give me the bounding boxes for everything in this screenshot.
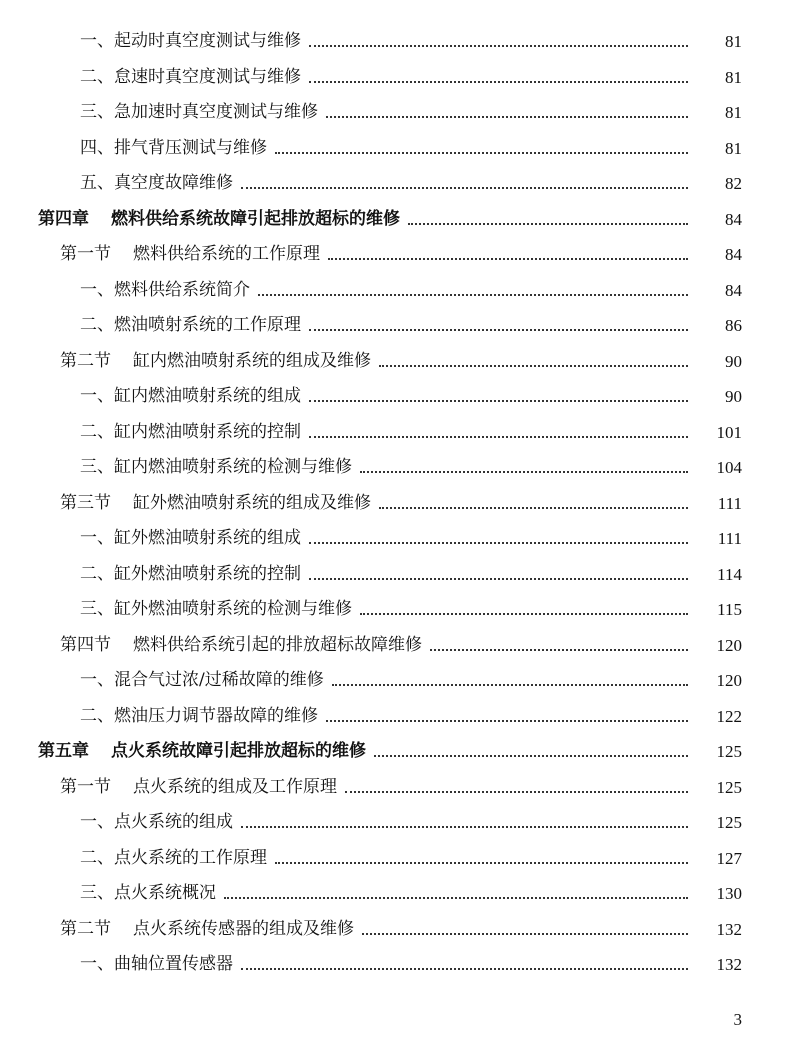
- toc-entry-title: 点火系统概况: [114, 883, 216, 904]
- toc-entry-label: [80, 421, 301, 442]
- toc-entry-title: 点火系统的组成: [114, 812, 233, 833]
- toc-entry-title: 缸外燃油喷射系统的组成及维修: [133, 492, 371, 513]
- toc-entry-number: 一、: [80, 528, 114, 549]
- toc-entry-number: 一、: [80, 954, 114, 975]
- dot-leader: [309, 80, 688, 83]
- page-number: 3: [733, 1010, 742, 1029]
- toc-entry-number: 第五章: [38, 741, 89, 762]
- toc-entry-page: 82: [725, 174, 742, 194]
- toc-entry-title: 怠速时真空度测试与维修: [114, 66, 301, 87]
- toc-entry-page: 120: [716, 635, 742, 655]
- toc-entry-page: 90: [725, 387, 742, 407]
- toc-entry-title: 排气背压测试与维修: [114, 137, 267, 158]
- toc-section-entry[interactable]: [0, 237, 790, 273]
- toc-entry-title: 起动时真空度测试与维修: [114, 31, 301, 52]
- toc-entry-title: 燃料供给系统的工作原理: [133, 244, 320, 265]
- toc-entry-number: 二、: [80, 66, 114, 87]
- toc-entry-title: 曲轴位置传感器: [114, 954, 233, 975]
- toc-subsection-entry[interactable]: [0, 699, 790, 735]
- dot-leader: [309, 435, 688, 438]
- toc-entry-page: 120: [716, 671, 742, 691]
- toc-chapter-entry[interactable]: [0, 202, 790, 238]
- toc-entry-page: 84: [725, 280, 742, 300]
- toc-subsection-entry[interactable]: [0, 450, 790, 486]
- toc-entry-label: [80, 847, 267, 868]
- toc-entry-number: 三、: [80, 599, 114, 620]
- toc-section-entry[interactable]: [0, 912, 790, 948]
- toc-entry-number: 一、: [80, 386, 114, 407]
- toc-entry-number: 第四节: [60, 634, 111, 655]
- toc-subsection-entry[interactable]: [0, 805, 790, 841]
- toc-entry-page: 132: [716, 919, 742, 939]
- toc-entry-label: [80, 601, 352, 618]
- toc-entry-page: 114: [717, 564, 742, 584]
- toc-entry-title: 燃料供给系统故障引起排放超标的维修: [111, 208, 400, 229]
- toc-entry-number: 第二节: [60, 350, 111, 371]
- toc-entry-title: 缸内燃油喷射系统的组成及维修: [133, 350, 371, 371]
- dot-leader: [326, 719, 688, 722]
- toc-subsection-entry[interactable]: [0, 379, 790, 415]
- toc-subsection-entry[interactable]: [0, 131, 790, 167]
- toc-subsection-entry[interactable]: [0, 24, 790, 60]
- dot-leader: [360, 612, 688, 615]
- toc-subsection-entry[interactable]: [0, 60, 790, 96]
- toc-entry-page: 111: [717, 493, 742, 513]
- toc-entry-number: 第一节: [60, 244, 111, 265]
- toc-entry-page: 81: [725, 32, 742, 52]
- toc-entry-title: 缸内燃油喷射系统的检测与维修: [114, 457, 352, 478]
- toc-entry-label: [80, 33, 301, 50]
- toc-entry-label: [60, 246, 320, 263]
- toc-entry-label: [80, 279, 250, 300]
- toc-entry-page: 127: [716, 848, 742, 868]
- toc-entry-page: 101: [716, 422, 742, 442]
- toc-entry-number: 三、: [80, 883, 114, 904]
- toc-entry-title: 真空度故障维修: [114, 173, 233, 194]
- toc-subsection-entry[interactable]: [0, 273, 790, 309]
- toc-entry-label: [60, 776, 337, 797]
- toc-entry-page: 90: [725, 351, 742, 371]
- toc-section-entry[interactable]: [0, 486, 790, 522]
- toc-entry-number: 三、: [80, 102, 114, 123]
- toc-entry-title: 燃油压力调节器故障的维修: [114, 705, 318, 726]
- toc-entry-number: 一、: [80, 812, 114, 833]
- toc-entry-label: [80, 814, 233, 831]
- toc-entry-title: 点火系统的工作原理: [114, 847, 267, 868]
- dot-leader: [362, 932, 688, 935]
- toc-entry-number: 二、: [80, 315, 114, 336]
- toc-entry-title: 点火系统的组成及工作原理: [133, 776, 337, 797]
- toc-entry-label: [80, 885, 216, 902]
- toc-entry-title: 点火系统传感器的组成及维修: [133, 918, 354, 939]
- toc-entry-label: [80, 459, 352, 476]
- toc-entry-title: 缸外燃油喷射系统的控制: [114, 563, 301, 584]
- toc-entry-label: [80, 563, 301, 584]
- toc-subsection-entry[interactable]: [0, 308, 790, 344]
- toc-subsection-entry[interactable]: [0, 841, 790, 877]
- toc-entry-label: [60, 918, 354, 939]
- toc-entry-title: 燃料供给系统引起的排放超标故障维修: [133, 634, 422, 655]
- toc-section-entry[interactable]: [0, 344, 790, 380]
- dot-leader: [408, 222, 688, 225]
- toc-entry-title: 燃油喷射系统的工作原理: [114, 315, 301, 336]
- toc-entry-number: 第四章: [38, 208, 89, 229]
- toc-entry-label: [60, 492, 371, 513]
- toc-subsection-entry[interactable]: [0, 663, 790, 699]
- toc-entry-label: [38, 743, 366, 760]
- dot-leader: [379, 364, 688, 367]
- toc-entry-number: 一、: [80, 31, 114, 52]
- toc-entry-label: [80, 530, 301, 547]
- toc-entry-page: 104: [716, 458, 742, 478]
- toc-entry-label: [80, 104, 318, 121]
- toc-section-entry[interactable]: [0, 628, 790, 664]
- toc-entry-title: 急加速时真空度测试与维修: [114, 102, 318, 123]
- toc-entry-page: 130: [716, 884, 742, 904]
- toc-section-entry[interactable]: [0, 770, 790, 806]
- toc-entry-title: 缸外燃油喷射系统的组成: [114, 528, 301, 549]
- toc-entry-label: [80, 956, 233, 973]
- dot-leader: [241, 967, 688, 970]
- toc-entry-label: [38, 208, 400, 229]
- dot-leader: [328, 257, 688, 260]
- toc-entry-page: 125: [716, 777, 742, 797]
- toc-entry-number: 五、: [80, 173, 114, 194]
- toc-entry-page: 115: [717, 600, 742, 620]
- dot-leader: [430, 648, 688, 651]
- toc-entry-number: 第一节: [60, 776, 111, 797]
- toc-entry-number: 第三节: [60, 492, 111, 513]
- table-of-contents: [0, 24, 790, 983]
- toc-entry-page: 81: [725, 138, 742, 158]
- dot-leader: [275, 151, 688, 154]
- toc-entry-label: [80, 66, 301, 87]
- dot-leader: [241, 825, 688, 828]
- toc-entry-number: 二、: [80, 563, 114, 584]
- toc-entry-label: [80, 705, 318, 726]
- toc-entry-label: [60, 350, 371, 371]
- toc-subsection-entry[interactable]: [0, 415, 790, 451]
- dot-leader: [379, 506, 688, 509]
- toc-subsection-entry[interactable]: [0, 95, 790, 131]
- toc-entry-page: 111: [717, 529, 742, 549]
- toc-entry-page: 84: [725, 209, 742, 229]
- dot-leader: [345, 790, 688, 793]
- toc-entry-page: 84: [725, 245, 742, 265]
- dot-leader: [326, 115, 688, 118]
- toc-entry-number: 四、: [80, 137, 114, 158]
- toc-chapter-entry[interactable]: [0, 734, 790, 770]
- toc-entry-title: 混合气过浓/过稀故障的维修: [114, 670, 324, 691]
- dot-leader: [258, 293, 688, 296]
- toc-entry-page: 86: [725, 316, 742, 336]
- dot-leader: [332, 683, 688, 686]
- toc-entry-number: 三、: [80, 457, 114, 478]
- toc-entry-label: [80, 388, 301, 405]
- toc-entry-label: [80, 175, 233, 192]
- toc-entry-title: 缸内燃油喷射系统的控制: [114, 421, 301, 442]
- toc-entry-label: [60, 634, 422, 655]
- toc-entry-number: 二、: [80, 421, 114, 442]
- toc-entry-page: 81: [725, 103, 742, 123]
- toc-entry-title: 缸外燃油喷射系统的检测与维修: [114, 599, 352, 620]
- toc-entry-label: [80, 317, 301, 334]
- toc-entry-number: 一、: [80, 279, 114, 300]
- toc-entry-title: 点火系统故障引起排放超标的维修: [111, 741, 366, 762]
- toc-entry-label: [80, 137, 267, 158]
- toc-subsection-entry[interactable]: [0, 521, 790, 557]
- dot-leader: [309, 541, 688, 544]
- dot-leader: [224, 896, 688, 899]
- toc-entry-number: 第二节: [60, 918, 111, 939]
- toc-entry-number: 二、: [80, 847, 114, 868]
- dot-leader: [309, 44, 688, 47]
- toc-entry-label: [80, 672, 324, 689]
- toc-entry-number: 二、: [80, 705, 114, 726]
- toc-entry-page: 125: [716, 742, 742, 762]
- dot-leader: [360, 470, 688, 473]
- dot-leader: [309, 328, 688, 331]
- toc-entry-page: 122: [716, 706, 742, 726]
- toc-subsection-entry[interactable]: [0, 166, 790, 202]
- toc-entry-title: 缸内燃油喷射系统的组成: [114, 386, 301, 407]
- toc-subsection-entry[interactable]: [0, 947, 790, 983]
- dot-leader: [241, 186, 688, 189]
- toc-entry-page: 125: [716, 813, 742, 833]
- toc-entry-page: 81: [725, 67, 742, 87]
- dot-leader: [309, 399, 688, 402]
- dot-leader: [309, 577, 688, 580]
- toc-entry-page: 132: [716, 955, 742, 975]
- dot-leader: [275, 861, 688, 864]
- toc-subsection-entry[interactable]: [0, 557, 790, 593]
- dot-leader: [374, 754, 688, 757]
- toc-subsection-entry[interactable]: [0, 592, 790, 628]
- toc-subsection-entry[interactable]: [0, 876, 790, 912]
- toc-entry-title: 燃料供给系统简介: [114, 279, 250, 300]
- toc-entry-number: 一、: [80, 670, 114, 691]
